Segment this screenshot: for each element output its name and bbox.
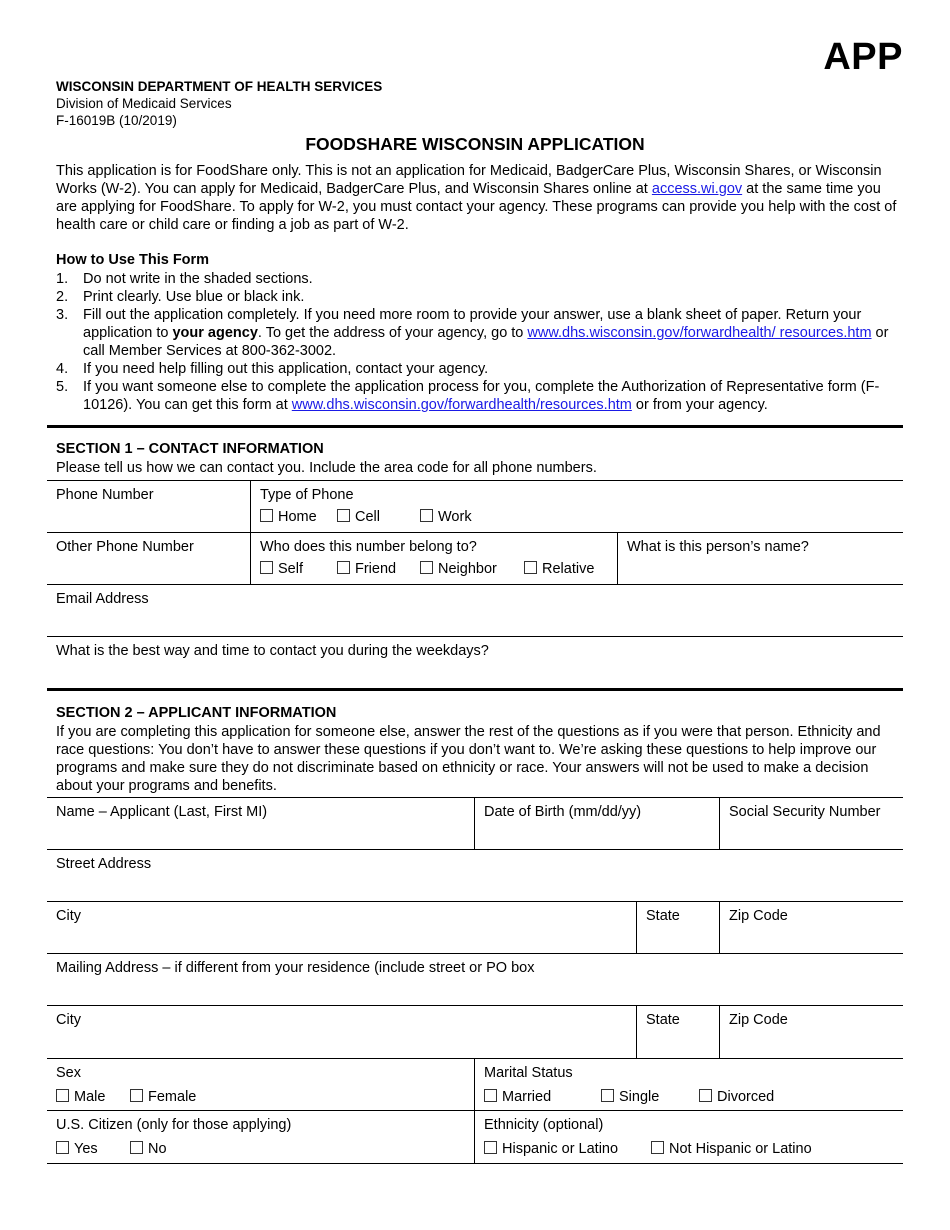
- phone-number-field[interactable]: [47, 480, 250, 533]
- phone-type-label: Type of Phone: [260, 487, 354, 503]
- option-label: Not Hispanic or Latino: [669, 1141, 812, 1157]
- mailing-zip-field[interactable]: [719, 1005, 903, 1058]
- section-divider: [47, 688, 903, 691]
- section1-description: Please tell us how we can contact you. Include the area code for all phone numbers.: [56, 460, 597, 476]
- phone-type-work[interactable]: [420, 508, 472, 526]
- applicant-name-field[interactable]: [47, 797, 474, 850]
- checkbox-icon[interactable]: [651, 1141, 664, 1154]
- option-label: Cell: [355, 509, 380, 525]
- item-number: 2.: [56, 289, 69, 305]
- item-number: 5.: [56, 379, 69, 395]
- best-time-field[interactable]: [47, 636, 903, 689]
- sex-male[interactable]: [56, 1088, 130, 1106]
- checkbox-icon[interactable]: [56, 1141, 69, 1154]
- belongs-friend[interactable]: [337, 560, 420, 578]
- checkbox-icon[interactable]: [337, 509, 350, 522]
- citizen-yes[interactable]: [56, 1140, 130, 1158]
- item-text: or call Member Services at 800-362-3002.: [83, 325, 889, 359]
- item-text: Fill out the application completely. If you need more room to provide your answer, use a blank sheet of paper. Return your application to: [83, 307, 862, 341]
- item-number: 1.: [56, 271, 69, 287]
- division-name: Division of Medicaid Services: [56, 96, 232, 111]
- list-item: [56, 270, 906, 288]
- zip-field[interactable]: [719, 901, 903, 954]
- mailing-city-label: City: [56, 1012, 81, 1028]
- sex-female[interactable]: [130, 1088, 196, 1106]
- checkbox-icon[interactable]: [484, 1089, 497, 1102]
- access-wi-link[interactable]: access.wi.gov: [651, 181, 743, 197]
- item-text: If you want someone else to complete the application process for you, complete the Authorization of Representative form (F-10126). You can get this form at: [83, 379, 880, 413]
- agency-header: [56, 78, 382, 129]
- citizen-no[interactable]: [130, 1140, 167, 1158]
- sex-label: Sex: [56, 1065, 81, 1081]
- mailing-zip-label: Zip Code: [729, 1012, 788, 1028]
- department-name: WISCONSIN DEPARTMENT OF HEALTH SERVICES: [56, 79, 383, 94]
- best-time-label: What is the best way and time to contact you during the weekdays?: [56, 643, 489, 659]
- citizen-label: U.S. Citizen (only for those applying): [56, 1117, 292, 1133]
- belongs-neighbor[interactable]: [420, 560, 524, 578]
- dob-field[interactable]: [474, 797, 719, 850]
- section1-title: SECTION 1 – CONTACT INFORMATION: [56, 441, 324, 457]
- checkbox-icon[interactable]: [420, 561, 433, 574]
- option-label: Home: [278, 509, 317, 525]
- checkbox-icon[interactable]: [484, 1141, 497, 1154]
- belongs-self[interactable]: [260, 560, 337, 578]
- number-belongs-field: [250, 532, 617, 585]
- mailing-address-field[interactable]: [47, 953, 903, 1006]
- ethnicity-field: [474, 1110, 903, 1164]
- checkbox-icon[interactable]: [699, 1089, 712, 1102]
- state-field[interactable]: [636, 901, 719, 954]
- zip-label: Zip Code: [729, 908, 788, 924]
- ethnicity-not-hispanic[interactable]: [651, 1140, 812, 1158]
- item-number: 4.: [56, 361, 69, 377]
- phone-type-cell[interactable]: [337, 508, 420, 526]
- city-label: City: [56, 908, 81, 924]
- form-number: F-16019B (10/2019): [56, 113, 177, 128]
- street-address-label: Street Address: [56, 856, 152, 872]
- mailing-state-label: State: [646, 1012, 680, 1028]
- checkbox-icon[interactable]: [260, 509, 273, 522]
- intro-text-b: at the same time you are applying for FoodShare. To apply for W-2, you must contact your agency. These programs can provide you help with the cost of health care or child care or finding a job as part of W-2.: [56, 181, 897, 233]
- phone-type-home[interactable]: [260, 508, 337, 526]
- option-label: Yes: [74, 1141, 98, 1157]
- marital-status-field: [474, 1058, 903, 1111]
- intro-paragraph: [56, 162, 904, 234]
- ssn-field[interactable]: [719, 797, 903, 850]
- checkbox-icon[interactable]: [420, 509, 433, 522]
- section-divider: [47, 425, 903, 428]
- checkbox-icon[interactable]: [260, 561, 273, 574]
- resources-link-2[interactable]: www.dhs.wisconsin.gov/forwardhealth/resources.htm: [291, 397, 632, 413]
- option-label: Hispanic or Latino: [502, 1141, 619, 1157]
- marital-divorced[interactable]: [699, 1088, 774, 1106]
- citizen-field: [47, 1110, 474, 1164]
- phone-number-label: Phone Number: [56, 487, 154, 503]
- ethnicity-label: Ethnicity (optional): [484, 1117, 604, 1133]
- person-name-field[interactable]: [617, 532, 903, 585]
- email-label: Email Address: [56, 591, 149, 607]
- item-text: If you need help filling out this application, contact your agency.: [83, 361, 489, 377]
- option-label: Male: [74, 1089, 106, 1105]
- street-address-field[interactable]: [47, 849, 903, 902]
- section2-title: SECTION 2 – APPLICANT INFORMATION: [56, 705, 337, 721]
- option-label: Self: [278, 561, 303, 577]
- phone-type-field: [250, 480, 903, 533]
- state-label: State: [646, 908, 680, 924]
- other-phone-field[interactable]: [47, 532, 250, 585]
- option-label: No: [148, 1141, 167, 1157]
- belongs-relative[interactable]: [524, 560, 594, 578]
- item-number: 3.: [56, 307, 69, 323]
- form-tag: APP: [823, 36, 903, 78]
- option-label: Divorced: [717, 1089, 775, 1105]
- number-belongs-label: Who does this number belong to?: [260, 539, 477, 555]
- option-label: Single: [619, 1089, 660, 1105]
- person-name-label: What is this person’s name?: [627, 539, 809, 555]
- checkbox-icon[interactable]: [524, 561, 537, 574]
- ssn-label: Social Security Number: [729, 804, 881, 820]
- applicant-name-label: Name – Applicant (Last, First MI): [56, 804, 268, 820]
- page-title: FOODSHARE WISCONSIN APPLICATION: [305, 134, 645, 154]
- other-phone-label: Other Phone Number: [56, 539, 194, 555]
- checkbox-icon[interactable]: [130, 1089, 143, 1102]
- mailing-state-field[interactable]: [636, 1005, 719, 1058]
- checkbox-icon[interactable]: [130, 1141, 143, 1154]
- ethnicity-hispanic[interactable]: [484, 1140, 651, 1158]
- marital-single[interactable]: [601, 1088, 699, 1106]
- agency-emphasis: your agency: [172, 325, 258, 341]
- option-label: Relative: [542, 561, 595, 577]
- item-text: Print clearly. Use blue or black ink.: [83, 289, 305, 305]
- item-text: or from your agency.: [631, 397, 768, 413]
- checkbox-icon[interactable]: [337, 561, 350, 574]
- option-label: Female: [148, 1089, 197, 1105]
- city-field[interactable]: [47, 901, 636, 954]
- marital-married[interactable]: [484, 1088, 601, 1106]
- item-text: . To get the address of your agency, go to: [257, 325, 528, 341]
- checkbox-icon[interactable]: [56, 1089, 69, 1102]
- list-item: [56, 288, 906, 306]
- how-to-title: How to Use This Form: [56, 252, 210, 268]
- mailing-address-label: Mailing Address – if different from your residence (include street or PO box: [56, 960, 535, 976]
- mailing-city-field[interactable]: [47, 1005, 636, 1058]
- how-to-list: [56, 270, 906, 414]
- checkbox-icon[interactable]: [601, 1089, 614, 1102]
- option-label: Friend: [355, 561, 397, 577]
- sex-field: [47, 1058, 474, 1111]
- option-label: Neighbor: [438, 561, 497, 577]
- list-item: [56, 378, 906, 414]
- dob-label: Date of Birth (mm/dd/yy): [484, 804, 642, 820]
- email-field[interactable]: [47, 584, 903, 637]
- option-label: Work: [438, 509, 472, 525]
- section2-description: If you are completing this application for someone else, answer the rest of the questions as if you were that person. Ethnicity and race questions: You don’t have to answer these questions if you don’t want to. We’re asking these questions to help improve our programs and make sure they do not discriminate based on ethnicity or race. Your answers will not be used to make a decision about your programs and benefits.: [56, 724, 881, 794]
- marital-status-label: Marital Status: [484, 1065, 573, 1081]
- resources-link[interactable]: www.dhs.wisconsin.gov/forwardhealth/ resources.htm: [527, 325, 872, 341]
- intro-text-a: This application is for FoodShare only. This is not an application for Medicaid, BadgerCare Plus, Wisconsin Shares, or Wisconsin Works (W-2). You can apply for Medicaid, BadgerCare Plus, and Wisconsin Shares online at: [56, 163, 882, 197]
- list-item: [56, 360, 906, 378]
- list-item: [56, 306, 906, 360]
- option-label: Married: [502, 1089, 552, 1105]
- item-text: Do not write in the shaded sections.: [83, 271, 313, 287]
